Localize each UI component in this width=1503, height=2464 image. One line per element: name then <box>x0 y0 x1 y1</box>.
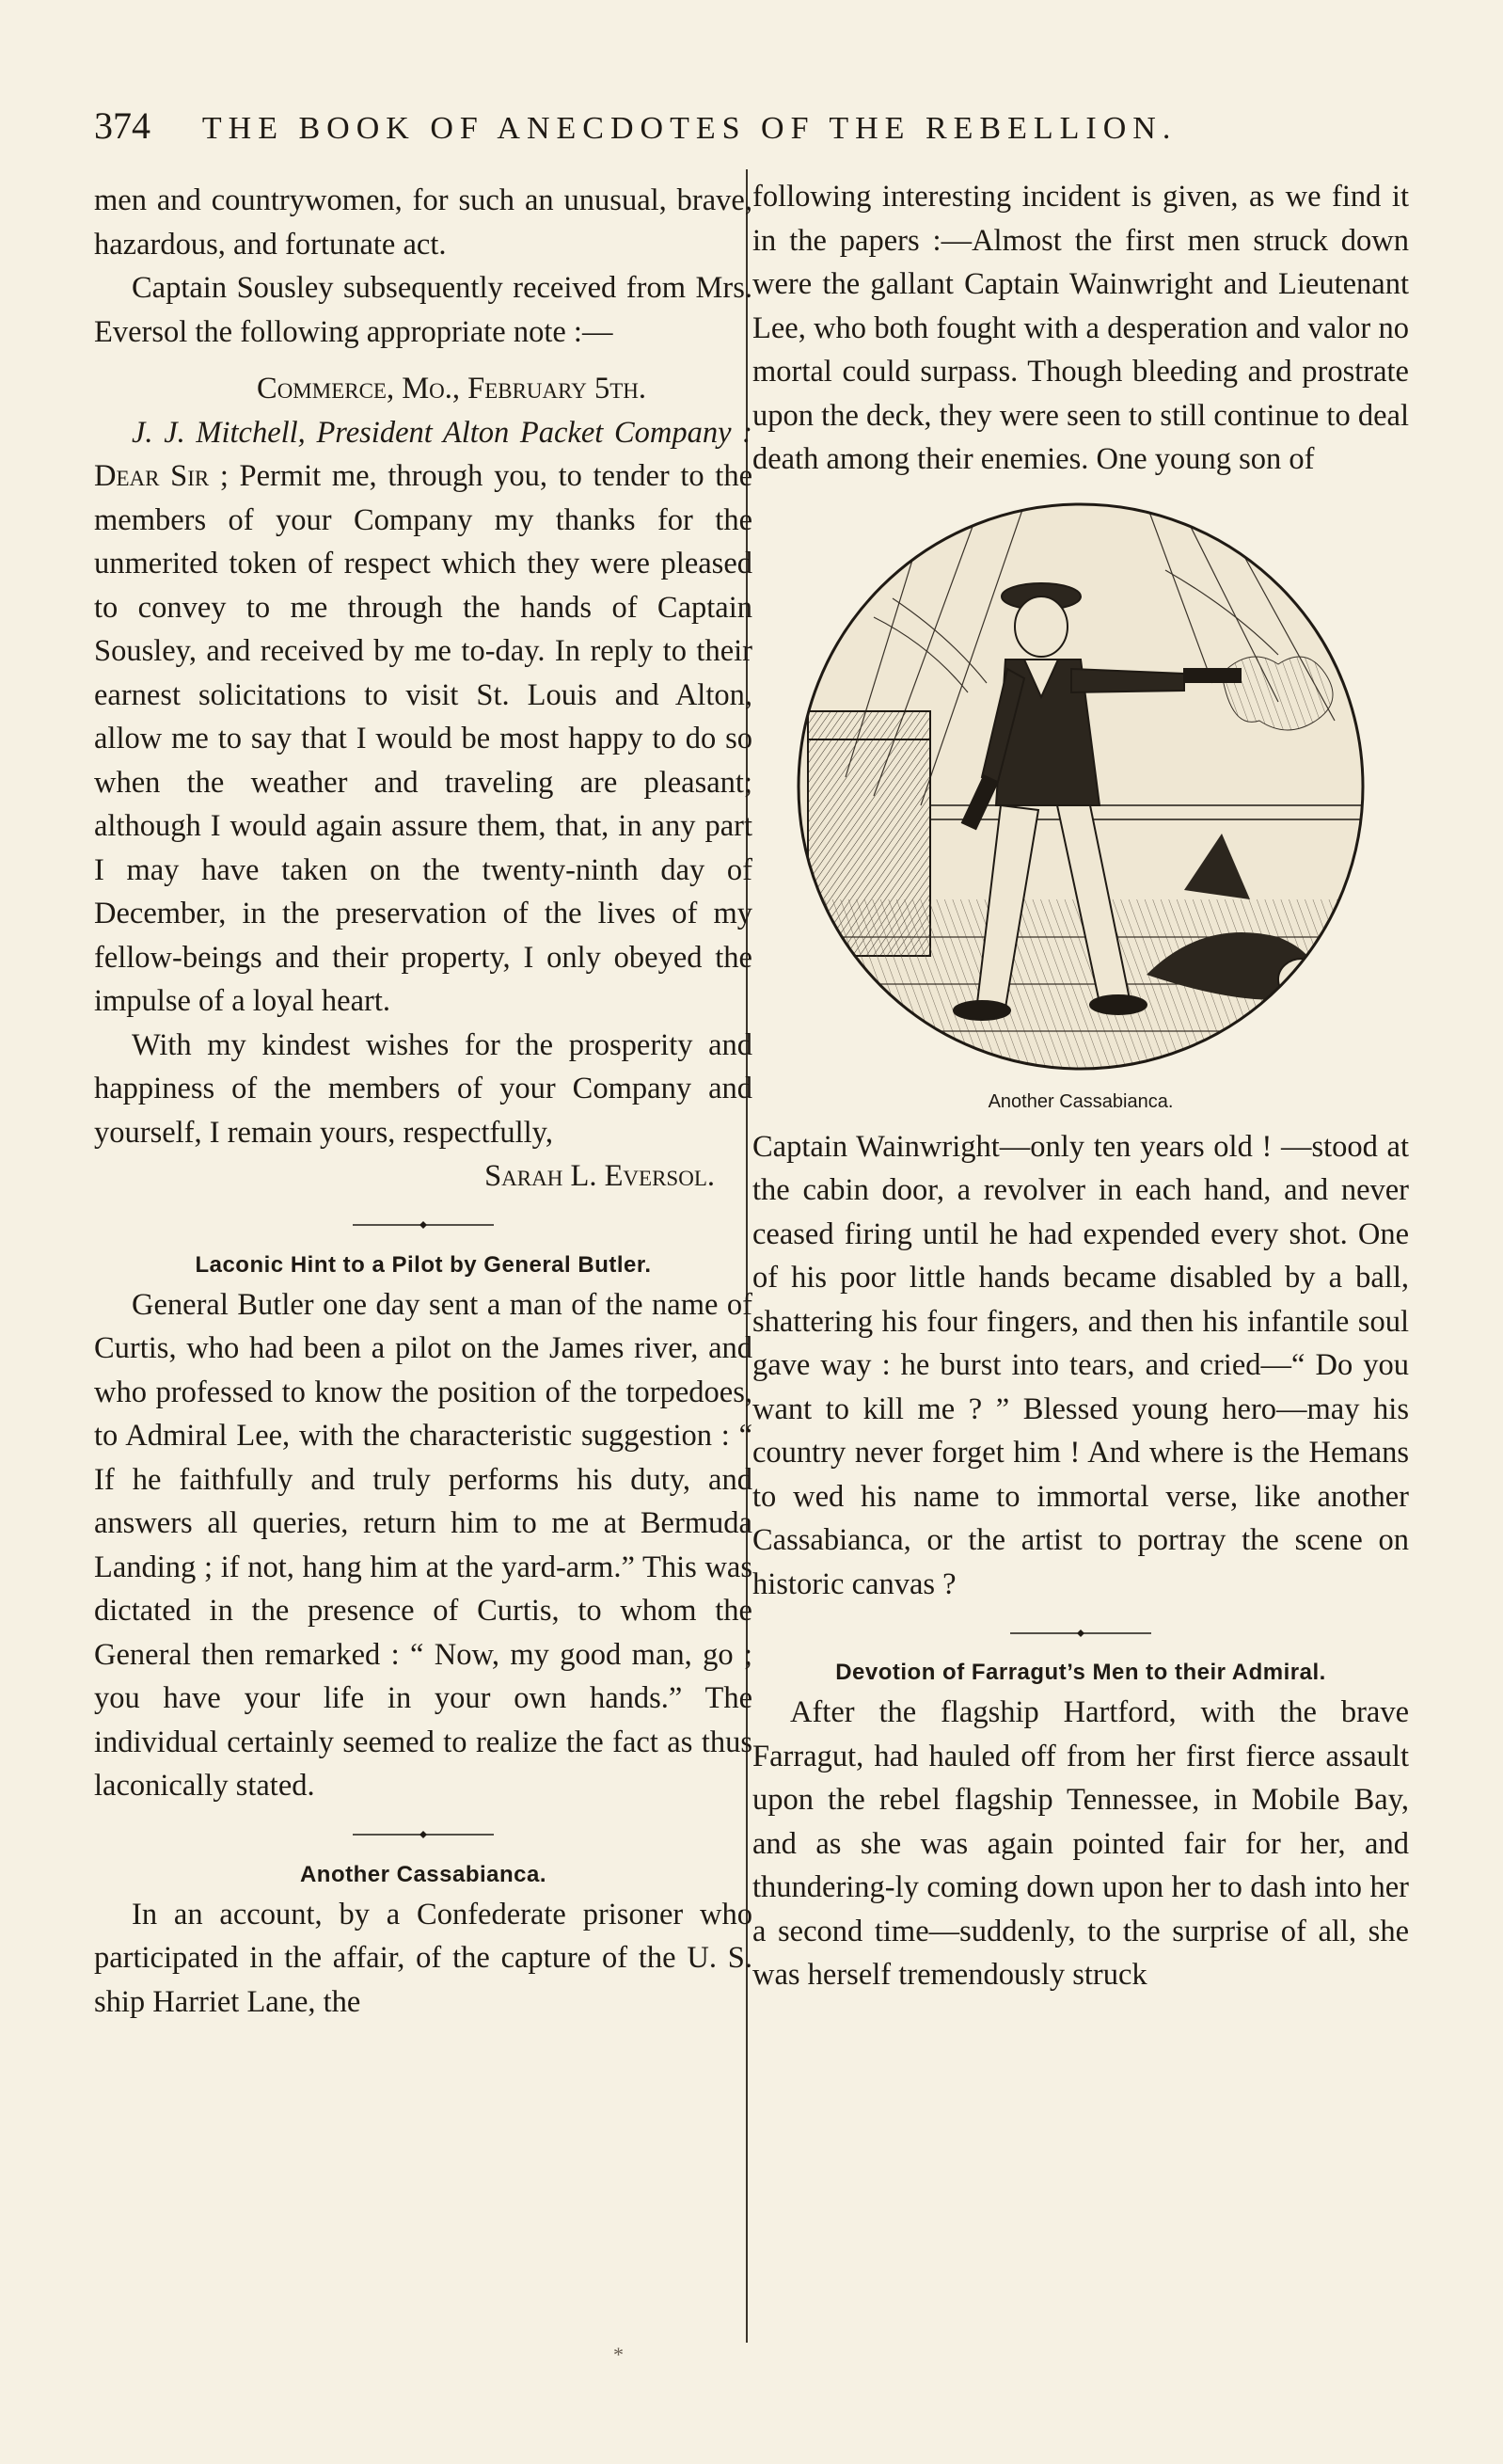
left-column <box>94 179 752 2024</box>
letter-closing: With my kindest wishes for the prosperity and happiness of the members of your Company and yourself, I remain yours, respectfully, <box>94 1027 752 1150</box>
ornament-rule-icon <box>353 1219 494 1231</box>
section-heading: Another Cassabianca. <box>299 1861 547 1887</box>
paragraph: In an account, by a Confederate prisoner who participated in the affair, of the capture of the U. S. ship Harriet Lane, the <box>94 1897 752 2019</box>
paragraph: Captain Wainwright—only ten years old ! —stood at the cabin door, a revolver in each hand, and never ceased firing until he had expended every shot. One of his poor little hands became disabled by a ball, shattering his four fingers, and then his infantile soul gave way : he burst into tears, and cried—“ Do you want to kill me ? ” Blessed young hero—may his country never forget him ! And where is the Hemans to wed his name to immortal verse, like another Cassabianca, or the artist to portray the scene on historic canvas ? <box>752 1129 1409 1601</box>
ornament-rule-icon <box>1010 1628 1151 1639</box>
ornament-rule-icon <box>353 1829 494 1840</box>
letter-signature: Sarah L. Eversol. <box>484 1159 715 1193</box>
letter-dateline: Commerce, Mo., February 5th. <box>257 372 646 405</box>
engraving-boy-with-revolvers-icon <box>789 495 1372 1078</box>
paragraph: General Butler one day sent a man of the name of Curtis, who had been a pilot on the James river, and who professed to know the position of the torpedoes, to Admiral Lee, with the characteristic suggestion : “ If he faithfully and truly performs his duty, and answers all queries, return him to me at Bermuda Landing ; if not, hang him at the yard-arm.” This was dictated in the presence of Curtis, to whom the General then remarked : “ Now, my good man, go ; you have your life in your own hands.” The individual certainly seemed to realize the fact as thus laconically stated. <box>94 1287 752 1803</box>
running-head <box>94 103 1260 151</box>
letter-text: Permit me, through you, to tender to the members of your Company my thanks for the unmerited token of respect which they were pleased to convey to me through the hands of Captain Sousley, and received by me to-day. In reply to their earnest solicitations to visit St. Louis and Alton, allow me to say that I would be most happy to do so when the weather and traveling are pleasant; although I would again assure them, that, in any part I may have taken on the twenty-ninth day of December, in the preservation of the lives of my fellow-beings and their property, I only obeyed the impulse of a loyal heart. <box>94 459 753 1018</box>
section-heading: Laconic Hint to a Pilot by General Butler. <box>195 1251 652 1278</box>
letter-addressee: J. J. Mitchell, President Alton Packet Company : <box>132 415 752 450</box>
section-divider <box>94 1814 752 1852</box>
section-heading: Devotion of Farragut’s Men to their Admiral. <box>835 1660 1326 1685</box>
paragraph: following interesting incident is given, as we find it in the papers :—Almost the first men struck down were the gallant Captain Wainwright and Lieutenant Lee, who both fought with a desperation and valor no mortal could surpass. Though bleeding and prostrate upon the deck, they were seen to still continue to deal death among their enemies. One young son of <box>752 180 1409 476</box>
letter-salutation: Dear Sir ; <box>94 459 229 493</box>
section-divider <box>752 1612 1409 1649</box>
figure <box>752 495 1409 1116</box>
figure-caption: Another Cassabianca. <box>988 1090 1174 1112</box>
section-divider <box>94 1204 752 1242</box>
right-column <box>752 175 1409 1997</box>
running-title: THE BOOK OF ANECDOTES OF THE REBELLION. <box>201 111 1178 146</box>
paragraph: men and countrywomen, for such an unusual, brave, hazardous, and fortunate act. <box>94 183 752 262</box>
letter-body <box>94 411 752 1024</box>
footer-mark: * <box>613 2343 624 2366</box>
paragraph: Captain Sousley subsequently received from Mrs. Eversol the following appropriate note :— <box>94 271 752 349</box>
paragraph: After the flagship Hartford, with the brave Farragut, had hauled off from her first fierce assault upon the rebel flagship Tennessee, in Mobile Bay, and as she was again pointed fair for her, and thundering-ly coming down upon her to dash into her a second time—suddenly, to the surprise of all, she was herself tremendously struck <box>752 1695 1409 1992</box>
page-number: 374 <box>94 104 150 147</box>
